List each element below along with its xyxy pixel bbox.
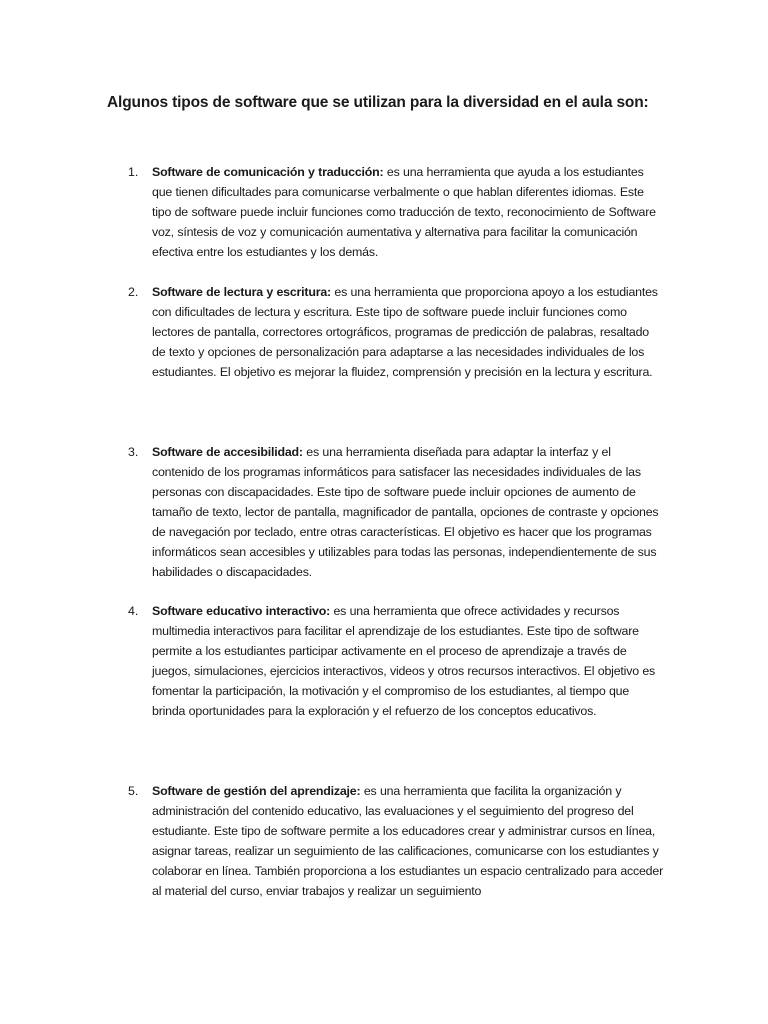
list-item-term: Software de accesibilidad: xyxy=(152,445,303,459)
document-title: Algunos tipos de software que se utilizan para la diversidad en el aula son: xyxy=(107,94,649,111)
list-item-term: Software de lectura y escritura: xyxy=(152,285,331,299)
list-item-text xyxy=(152,442,664,582)
list-item-text xyxy=(152,781,664,901)
list-item-number: 5. xyxy=(128,784,139,798)
list-item-description: es una herramienta que facilita la organización y administración del contenido educativo, las evaluaciones y el seguimiento del progreso del estudiante. Este tipo de software permite a los educadores crear y administrar cursos en línea, asignar tareas, realizar un seguimiento de las calificaciones, comunicarse con los estudiantes y colaborar en línea. También proporciona a los estudiantes un espacio centralizado para acceder al material del curso, enviar trabajos y realizar un seguimiento xyxy=(152,784,663,898)
list-item-term: Software educativo interactivo: xyxy=(152,604,331,618)
list-item-text xyxy=(152,162,664,262)
list-item-number: 3. xyxy=(128,445,139,459)
list-item-number: 1. xyxy=(128,165,139,179)
list-item-description: es una herramienta que proporciona apoyo a los estudiantes con dificultades de lectura y escritura. Este tipo de software puede incluir funciones como lectores de pantalla, correctores ortográficos, programas de predicción de palabras, resaltado de texto y opciones de personalización para adaptarse a las necesidades individuales de los estudiantes. El objetivo es mejorar la fluidez, comprensión y precisión en la lectura y escritura. xyxy=(152,285,658,379)
list-item-term: Software de comunicación y traducción: xyxy=(152,165,384,179)
list-item-text xyxy=(152,282,664,382)
list-item-number: 4. xyxy=(128,604,139,618)
list-item-text xyxy=(152,601,664,721)
list-item-description: es una herramienta diseñada para adaptar la interfaz y el contenido de los programas informáticos para satisfacer las necesidades individuales de las personas con discapacidades. Este tipo de software puede incluir opciones de aumento de tamaño de texto, lector de pantalla, magnificador de pantalla, opciones de contraste y opciones de navegación por teclado, entre otras características. El objetivo es hacer que los programas informáticos sean accesibles y utilizables para todas las personas, independientemente de sus habilidades o discapacidades. xyxy=(152,445,659,579)
list-item-number: 2. xyxy=(128,285,139,299)
list-item-description: es una herramienta que ayuda a los estudiantes que tienen dificultades para comunicarse verbalmente o que hablan diferentes idiomas. Este tipo de software puede incluir funciones como traducción de texto, reconocimiento de Software voz, síntesis de voz y comunicación aumentativa y alternativa para facilitar la comunicación efectiva entre los estudiantes y los demás. xyxy=(152,165,656,259)
list-item-term: Software de gestión del aprendizaje: xyxy=(152,784,361,798)
list-item-description: es una herramienta que ofrece actividades y recursos multimedia interactivos para facilitar el aprendizaje de los estudiantes. Este tipo de software permite a los estudiantes participar activamente en el proceso de aprendizaje a través de juegos, simulaciones, ejercicios interactivos, videos y otros recursos interactivos. El objetivo es fomentar la participación, la motivación y el compromiso de los estudiantes, al tiempo que brinda oportunidades para la exploración y el refuerzo de los conceptos educativos. xyxy=(152,604,656,718)
